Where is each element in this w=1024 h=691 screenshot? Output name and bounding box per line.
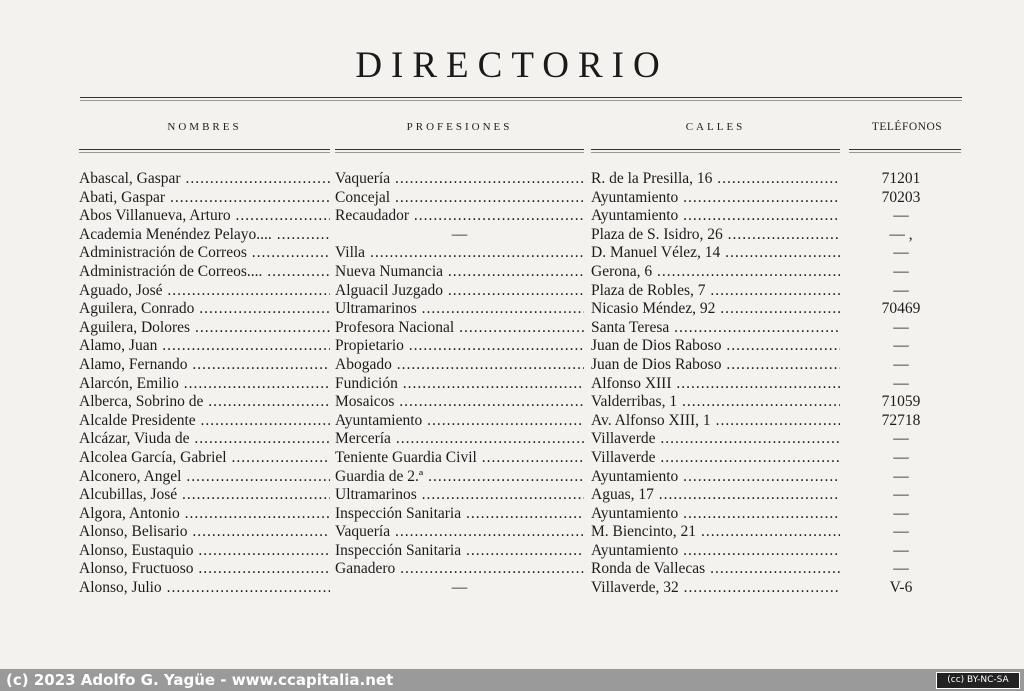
directory-table	[0, 170, 1024, 598]
entry-name: Alarcón, Emilio .....	[79, 375, 330, 394]
entry-profession: Inspección Sanitaria .....	[335, 505, 584, 524]
entry-street: R. de la Presilla, 16 .....	[591, 170, 840, 189]
entry-street: Juan de Dios Raboso .....	[591, 356, 840, 375]
title-rule-secondary	[80, 100, 962, 101]
entry-street: Ronda de Vallecas .....	[591, 560, 840, 579]
entry-phone: —	[893, 355, 909, 373]
table-row	[0, 486, 1024, 505]
entry-street: Juan de Dios Raboso .....	[591, 337, 840, 356]
entry-name: Alonso, Fructuoso .....	[79, 560, 330, 579]
entry-profession: Abogado .....	[335, 356, 584, 375]
entry-phone: 70469	[881, 300, 921, 318]
entry-name: Abati, Gaspar .....	[79, 189, 330, 208]
table-row	[0, 412, 1024, 431]
entry-street: Villaverde, 32 .....	[591, 579, 840, 598]
table-row	[0, 356, 1024, 375]
header-nombres: NOMBRES	[167, 121, 242, 133]
entry-profession: Inspección Sanitaria .....	[335, 542, 584, 561]
entry-phone: 72718	[881, 411, 921, 429]
table-row	[0, 393, 1024, 412]
entry-name: Administración de Correos.... .....	[79, 263, 330, 282]
table-row	[0, 189, 1024, 208]
table-row	[0, 523, 1024, 542]
entry-name: Alonso, Julio .....	[79, 579, 330, 598]
table-row	[0, 337, 1024, 356]
entry-street: Alfonso XIII .....	[591, 375, 840, 394]
entry-street: Ayuntamiento .....	[591, 468, 840, 487]
entry-phone: V-6	[889, 579, 913, 597]
table-row	[0, 375, 1024, 394]
entry-street: Ayuntamiento .....	[591, 189, 840, 208]
entry-name: Alconero, Angel .....	[79, 468, 330, 487]
entry-profession: —	[451, 579, 468, 597]
entry-name: Alonso, Eustaquio .....	[79, 542, 330, 561]
table-row	[0, 319, 1024, 338]
entry-profession: Teniente Guardia Civil .....	[335, 449, 584, 468]
table-row	[0, 505, 1024, 524]
entry-street: Plaza de S. Isidro, 26 .....	[591, 226, 840, 245]
footer-bar	[0, 669, 1024, 691]
header-rule-telefonos	[849, 149, 961, 150]
entry-street: Gerona, 6 .....	[591, 263, 840, 282]
entry-phone: —	[893, 374, 909, 392]
table-row	[0, 430, 1024, 449]
entry-street: M. Biencinto, 21 .....	[591, 523, 840, 542]
entry-phone: —	[893, 430, 909, 448]
entry-profession: Ultramarinos .....	[335, 300, 584, 319]
entry-phone: —	[893, 523, 909, 541]
entry-profession: Nueva Numancia .....	[335, 263, 584, 282]
entry-profession: Alguacil Juzgado .....	[335, 282, 584, 301]
entry-street: Nicasio Méndez, 92 .....	[591, 300, 840, 319]
entry-name: Alberca, Sobrino de .....	[79, 393, 330, 412]
entry-profession: Ayuntamiento .....	[335, 412, 584, 431]
entry-name: Alcalde Presidente .....	[79, 412, 330, 431]
license-badge: (cc) BY-NC-SA	[936, 672, 1020, 689]
entry-street: Ayuntamiento .....	[591, 207, 840, 226]
entry-phone: —	[893, 244, 909, 262]
table-row	[0, 282, 1024, 301]
entry-name: Abos Villanueva, Arturo .....	[79, 207, 330, 226]
header-telefonos: TELÉFONOS	[871, 121, 943, 133]
entry-profession: Concejal .....	[335, 189, 584, 208]
table-row	[0, 560, 1024, 579]
entry-profession: Vaquería .....	[335, 523, 584, 542]
table-row	[0, 449, 1024, 468]
copyright-credit: (c) 2023 Adolfo G. Yagüe - www.ccapitalia.net	[6, 671, 394, 689]
entry-name: Aguilera, Conrado .....	[79, 300, 330, 319]
entry-profession: Guardia de 2.ª .....	[335, 468, 584, 487]
title-rule	[80, 97, 962, 98]
header-calles: CALLES	[685, 121, 746, 133]
entry-street: Villaverde .....	[591, 430, 840, 449]
table-row	[0, 244, 1024, 263]
entry-name: Aguado, José .....	[79, 282, 330, 301]
header-rule-telefonos-2	[849, 152, 961, 153]
entry-street: Aguas, 17 .....	[591, 486, 840, 505]
entry-profession: Recaudador .....	[335, 207, 584, 226]
entry-street: Av. Alfonso XIII, 1 .....	[591, 412, 840, 431]
entry-phone: — ,	[889, 225, 913, 243]
entry-phone: —	[893, 318, 909, 336]
entry-profession: Fundición .....	[335, 375, 584, 394]
entry-name: Algora, Antonio .....	[79, 505, 330, 524]
entry-name: Aguilera, Dolores .....	[79, 319, 330, 338]
entry-profession: Mercería .....	[335, 430, 584, 449]
entry-name: Administración de Correos .....	[79, 244, 330, 263]
entry-profession: Propietario .....	[335, 337, 584, 356]
entry-name: Alcázar, Viuda de .....	[79, 430, 330, 449]
entry-phone: —	[893, 467, 909, 485]
entry-street: Ayuntamiento .....	[591, 542, 840, 561]
entry-profession: —	[451, 225, 468, 243]
entry-name: Alamo, Fernando .....	[79, 356, 330, 375]
entry-phone: —	[893, 262, 909, 280]
header-rule-calles	[591, 149, 840, 150]
entry-street: D. Manuel Vélez, 14 .....	[591, 244, 840, 263]
table-row	[0, 542, 1024, 561]
entry-phone: 71201	[881, 170, 921, 187]
entry-street: Santa Teresa .....	[591, 319, 840, 338]
table-row	[0, 468, 1024, 487]
entry-street: Plaza de Robles, 7 .....	[591, 282, 840, 301]
header-rule-profesiones-2	[335, 152, 584, 153]
entry-phone: —	[893, 281, 909, 299]
entry-phone: 71059	[881, 393, 921, 411]
entry-phone: —	[893, 541, 909, 559]
table-row	[0, 263, 1024, 282]
header-rule-nombres-2	[79, 152, 330, 153]
entry-profession: Ganadero .....	[335, 560, 584, 579]
page-title: DIRECTORIO	[355, 45, 669, 86]
header-rule-nombres	[79, 149, 330, 150]
entry-name: Abascal, Gaspar .....	[79, 170, 330, 189]
entry-name: Alcolea García, Gabriel .....	[79, 449, 330, 468]
entry-street: Villaverde .....	[591, 449, 840, 468]
entry-phone: —	[893, 337, 909, 355]
entry-phone: —	[893, 486, 909, 504]
table-row	[0, 579, 1024, 598]
entry-name: Alamo, Juan .....	[79, 337, 330, 356]
entry-phone: —	[893, 448, 909, 466]
header-rule-profesiones	[335, 149, 584, 150]
entry-phone: 70203	[881, 188, 921, 206]
entry-profession: Profesora Nacional .....	[335, 319, 584, 338]
table-row	[0, 300, 1024, 319]
entry-name: Academia Menéndez Pelayo.... .....	[79, 226, 330, 245]
entry-street: Ayuntamiento .....	[591, 505, 840, 524]
entry-profession: Vaquería .....	[335, 170, 584, 189]
entry-name: Alcubillas, José .....	[79, 486, 330, 505]
entry-name: Alonso, Belisario .....	[79, 523, 330, 542]
table-row	[0, 207, 1024, 226]
table-row	[0, 226, 1024, 245]
entry-phone: —	[893, 207, 909, 225]
entry-profession: Ultramarinos .....	[335, 486, 584, 505]
header-profesiones: PROFESIONES	[406, 121, 513, 133]
entry-street: Valderribas, 1 .....	[591, 393, 840, 412]
table-row	[0, 170, 1024, 189]
entry-profession: Mosaicos .....	[335, 393, 584, 412]
entry-profession: Villa .....	[335, 244, 584, 263]
entry-phone: —	[893, 504, 909, 522]
header-rule-calles-2	[591, 152, 840, 153]
entry-phone: —	[893, 560, 909, 578]
